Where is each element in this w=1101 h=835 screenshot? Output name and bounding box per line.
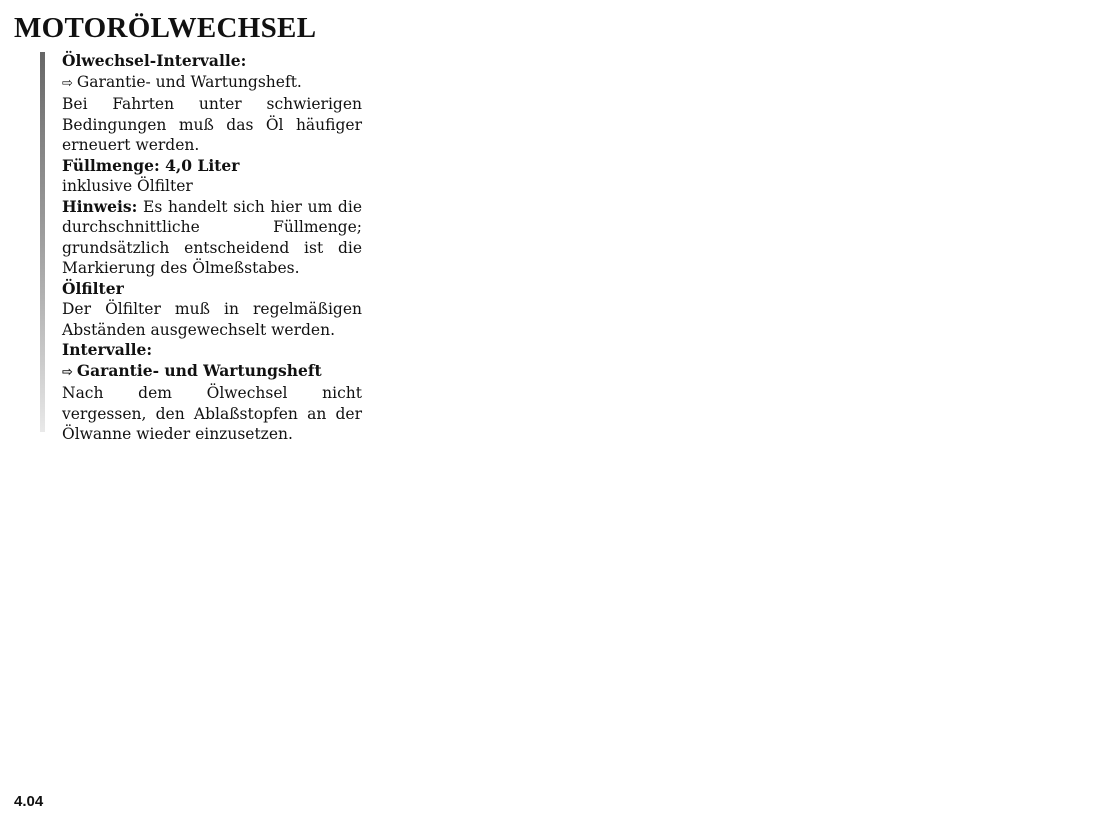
intervals-reference [62,72,362,95]
oil-filter-reference-text: Garantie- und Wartungsheft [76,360,322,380]
oil-filter-reference [62,361,362,384]
page-title: MOTORÖLWECHSEL [14,12,317,44]
intervals-heading: Ölwechsel-Intervalle: [62,51,247,70]
note-paragraph [62,197,362,279]
intervals-reference-text: Garantie- und Wartungsheft. [76,72,302,91]
capacity-heading: Füllmenge: 4,0 Liter [62,155,240,175]
page-number: 4.04 [14,793,44,810]
note-label: Hinweis: [62,196,138,216]
oil-filter-heading: Ölfilter [62,278,124,298]
after-oil-change-text: Nach dem Ölwechsel nicht vergessen, den Ablaßstopfen an der Ölwanne wieder einzusetzen. [62,384,362,443]
right-arrow-icon: ⇨ [62,75,73,91]
oil-filter-intervals-heading: Intervalle: [62,340,153,359]
margin-change-bar [40,52,45,432]
note-text: Es handelt sich hier um die durchschnittliche Füllmenge; grundsätzlich entscheidend ist die Markierung des Ölmeßstabes. [62,197,362,277]
intervals-text: Bei Fahrten unter schwierigen Bedingungen muß das Öl häufiger erneuert werden. [62,95,362,154]
capacity-text: inklusive Ölfilter [62,177,193,195]
oil-filter-text: Der Ölfilter muß in regelmäßigen Abständen ausgewechselt werden. [62,300,362,339]
content-column [62,51,362,445]
right-arrow-icon: ⇨ [62,364,73,380]
